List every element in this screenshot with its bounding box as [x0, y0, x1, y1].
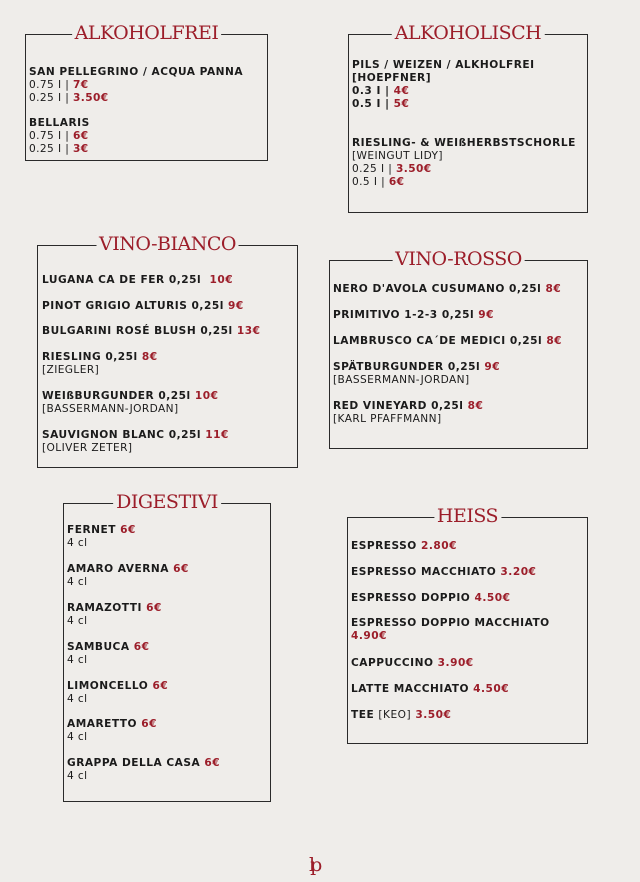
item-name-price	[351, 709, 585, 722]
menu-item	[351, 540, 585, 553]
vino-rosso-section	[329, 248, 588, 449]
item-name: NERO D'AVOLA CUSUMANO 0,25l	[333, 283, 542, 295]
menu-item	[67, 602, 268, 628]
item-name-price	[333, 400, 585, 413]
menu-item	[333, 361, 585, 387]
item-name-price	[67, 718, 268, 731]
item-price: 6€	[152, 680, 169, 692]
item-name-price	[42, 325, 295, 338]
item-price: 10€	[209, 274, 234, 286]
menu-item	[42, 325, 295, 338]
item-name: BULGARINI ROSÉ BLUSH 0,25l	[42, 325, 233, 337]
item-price: 8€	[545, 283, 562, 295]
item-name: SAN PELLEGRINO / ACQUA PANNA	[29, 66, 244, 78]
item-name: RIESLING 0,25l	[42, 351, 138, 363]
item-producer: [BASSERMANN-JORDAN]	[42, 403, 179, 415]
menu-item	[42, 351, 295, 377]
item-name: SAUVIGNON BLANC 0,25l	[42, 429, 201, 441]
item-name: ESPRESSO MACCHIATO	[351, 566, 497, 578]
item-name-price	[67, 641, 268, 654]
item-size-price: 0.25 I | 3.50€	[29, 92, 109, 104]
item-size: 0.75 I	[29, 79, 62, 91]
item-price: 4€	[393, 85, 410, 97]
item-producer: [WEINGUT LIDY]	[352, 150, 443, 162]
item-price: 3.50€	[73, 92, 109, 104]
item-size-price: 0.25 I | 3.50€	[352, 163, 432, 175]
item-name: AMARO AVERNA	[67, 563, 169, 575]
item-size: 4 cl	[67, 537, 88, 549]
item-note: [KEO]	[378, 709, 412, 721]
item-size: 4 cl	[67, 693, 88, 705]
item-size: 0.25 I	[352, 163, 385, 175]
item-size: 4 cl	[67, 654, 88, 666]
item-name: LUGANA CA DE FER 0,25l	[42, 274, 202, 286]
item-price: 10€	[194, 390, 219, 402]
menu-item	[42, 390, 295, 416]
item-size: 0.25 I	[29, 92, 62, 104]
section-title: DIGESTIVI	[113, 491, 221, 513]
menu-item	[67, 524, 268, 550]
item-name: RIESLING- & WEIßHERBSTSCHORLE	[352, 137, 576, 149]
item-name: TEE	[351, 709, 375, 721]
menu-item	[42, 274, 295, 287]
menu-item	[67, 563, 268, 589]
item-name-price	[67, 563, 268, 576]
digestivi-section	[63, 491, 271, 802]
menu-item	[351, 657, 585, 670]
item-price: 4.90€	[351, 630, 388, 642]
item-name-price	[351, 592, 585, 605]
item-name-price	[42, 300, 295, 313]
item-price: 6€	[173, 563, 189, 575]
alkoholfrei-section	[25, 22, 268, 161]
item-price: 13€	[236, 325, 261, 337]
menu-item	[333, 335, 585, 348]
item-price: 6€	[73, 130, 89, 142]
item-name: LATTE MACCHIATO	[351, 683, 469, 695]
menu-item	[29, 117, 265, 156]
menu-item	[351, 566, 585, 579]
menu-item	[351, 592, 585, 605]
item-size: 0.3 I	[352, 85, 381, 97]
item-name-price	[351, 657, 585, 670]
item-name-price	[67, 602, 268, 615]
menu-item	[29, 66, 265, 105]
item-size-price: 0.5 I | 5€	[352, 98, 410, 110]
item-price: 3.90€	[437, 657, 474, 669]
item-size-price: 0.25 I | 3€	[29, 143, 89, 155]
item-name: PILS / WEIZEN / ALKHOLFREI	[352, 59, 535, 71]
item-name-price	[333, 283, 585, 296]
item-name: ESPRESSO	[351, 540, 417, 552]
item-name-price	[42, 351, 295, 364]
item-name: FERNET	[67, 524, 116, 536]
item-size: 4 cl	[67, 615, 88, 627]
item-size: 4 cl	[67, 770, 88, 782]
item-price: 4.50€	[473, 683, 510, 695]
section-title: VINO-ROSSO	[392, 248, 525, 270]
item-price: 9€	[484, 361, 501, 373]
item-size-price: 0.75 I | 7€	[29, 79, 89, 91]
item-price: 8€	[141, 351, 158, 363]
item-size: 4 cl	[67, 731, 88, 743]
menu-item	[67, 757, 268, 783]
item-name: GRAPPA DELLA CASA	[67, 757, 201, 769]
item-name: RED VINEYARD 0,25l	[333, 400, 464, 412]
section-title: ALKOHOLISCH	[392, 22, 545, 44]
item-name: PRIMITIVO 1-2-3 0,25l	[333, 309, 475, 321]
item-name: SPÄTBURGUNDER 0,25l	[333, 361, 481, 373]
item-price: 6€	[120, 524, 136, 536]
item-size-price: 0.75 I | 6€	[29, 130, 89, 142]
item-price: 8€	[546, 335, 563, 347]
vino-bianco-section	[37, 233, 298, 468]
item-price: 11€	[205, 429, 229, 441]
item-name: BELLARIS	[29, 117, 90, 129]
item-name-price	[42, 429, 295, 442]
item-price: 2.80€	[421, 540, 458, 552]
item-price: 5€	[393, 98, 410, 110]
item-name: CAPPUCCINO	[351, 657, 434, 669]
item-name-price	[67, 524, 268, 537]
item-name-price	[67, 680, 268, 693]
item-size-price: 0.5 I | 6€	[352, 176, 405, 188]
item-size: 0.5 I	[352, 176, 378, 188]
menu-item	[351, 617, 585, 643]
item-name: PINOT GRIGIO ALTURIS 0,25l	[42, 300, 224, 312]
item-price: 3.50€	[415, 709, 452, 721]
menu-item	[42, 300, 295, 313]
item-name-price	[333, 309, 585, 322]
menu-item	[351, 709, 585, 722]
item-price: 6€	[133, 641, 150, 653]
item-name-price	[67, 757, 268, 770]
item-name-price	[42, 274, 295, 287]
item-name-price	[333, 335, 585, 348]
item-price: 3€	[73, 143, 89, 155]
item-price: 7€	[73, 79, 89, 91]
item-name: WEIßBURGUNDER 0,25l	[42, 390, 191, 402]
logo: lp	[309, 854, 318, 876]
menu-item	[42, 429, 295, 455]
item-producer: [BASSERMANN-JORDAN]	[333, 374, 470, 386]
item-size: 4 cl	[67, 576, 88, 588]
menu-item	[352, 59, 585, 111]
menu-item	[67, 641, 268, 667]
section-title: VINO-BIANCO	[96, 233, 239, 255]
item-price: 9€	[228, 300, 244, 312]
item-producer: [ZIEGLER]	[42, 364, 100, 376]
item-name-price	[351, 566, 585, 579]
item-producer: [OLIVER ZETER]	[42, 442, 133, 454]
item-name: RAMAZOTTI	[67, 602, 142, 614]
item-name-price	[333, 361, 585, 374]
item-size: 0.75 I	[29, 130, 62, 142]
item-price: 6€	[146, 602, 162, 614]
item-price: 6€	[141, 718, 157, 730]
menu-item	[67, 718, 268, 744]
item-size-price: 0.3 I | 4€	[352, 85, 410, 97]
item-name-price	[42, 390, 295, 403]
item-price: 9€	[478, 309, 495, 321]
menu-item	[333, 309, 585, 322]
item-size: 0.25 I	[29, 143, 62, 155]
item-price: 6€	[388, 176, 405, 188]
item-name: SAMBUCA	[67, 641, 130, 653]
menu-item	[352, 137, 585, 189]
item-name-price	[351, 540, 585, 553]
item-name: ESPRESSO DOPPIO	[351, 592, 471, 604]
item-name: LIMONCELLO	[67, 680, 149, 692]
heiss-section	[347, 505, 588, 744]
item-size: 0.5 I	[352, 98, 381, 110]
menu-item	[351, 683, 585, 696]
alkoholisch-section	[348, 22, 588, 213]
item-name: LAMBRUSCO CA´DE MEDICI 0,25l	[333, 335, 543, 347]
item-price: 3.20€	[500, 566, 537, 578]
section-title: HEISS	[434, 505, 501, 527]
item-name: AMARETTO	[67, 718, 138, 730]
menu-item	[333, 283, 585, 296]
item-price: 8€	[467, 400, 484, 412]
item-producer: [KARL PFAFFMANN]	[333, 413, 442, 425]
item-price: 4.50€	[474, 592, 511, 604]
item-price: 6€	[204, 757, 221, 769]
item-price: 3.50€	[396, 163, 432, 175]
item-name: ESPRESSO DOPPIO MACCHIATO	[351, 617, 550, 629]
item-producer: [HOEPFNER]	[352, 72, 432, 84]
section-title: ALKOHOLFREI	[72, 22, 222, 44]
item-name-price	[351, 683, 585, 696]
menu-item	[67, 680, 268, 706]
menu-item	[333, 400, 585, 426]
